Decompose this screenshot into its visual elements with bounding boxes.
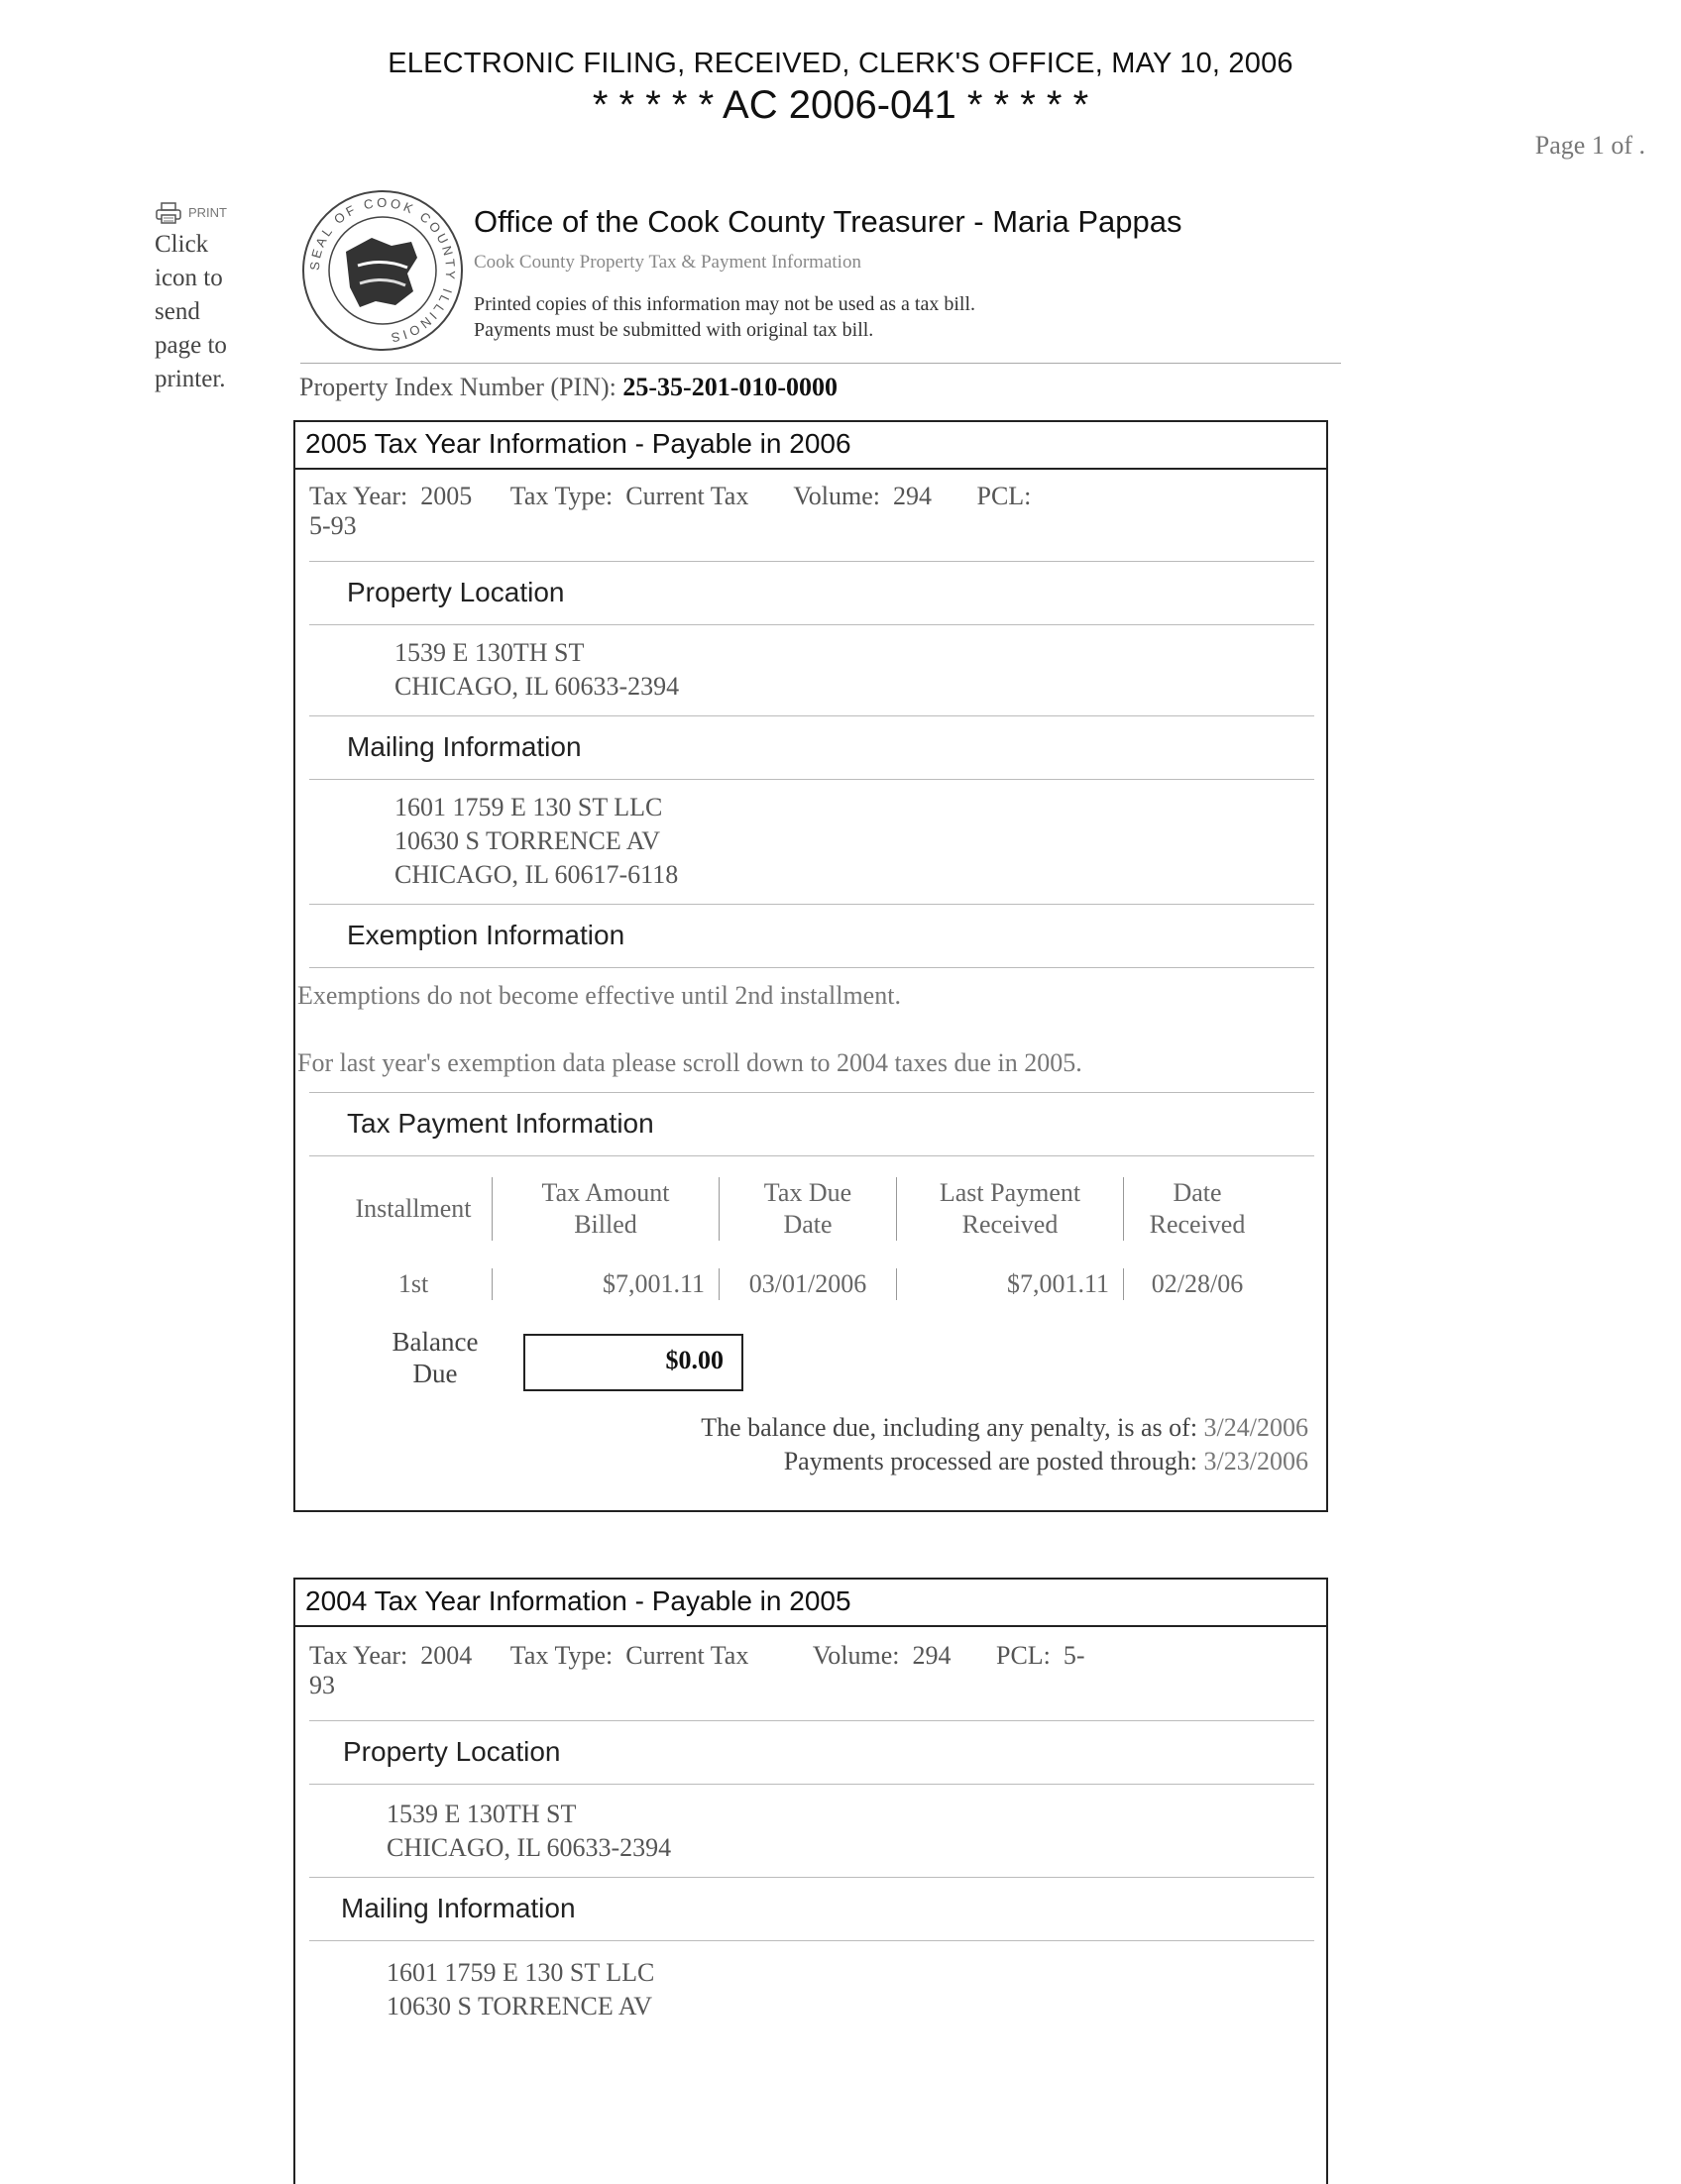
tax-year-2005-panel bbox=[293, 420, 1328, 1512]
section-divider bbox=[309, 715, 1314, 716]
address-line: 1601 1759 E 130 ST LLC bbox=[394, 793, 663, 821]
column-header-last-payment-received: Last Payment Received bbox=[897, 1177, 1124, 1241]
section-divider bbox=[309, 624, 1314, 625]
posted-label: Payments processed are posted through: bbox=[783, 1447, 1198, 1475]
section-divider bbox=[309, 1877, 1314, 1878]
tax-year-2004-panel bbox=[293, 1578, 1328, 2184]
last-payment-cell: $7,001.11 bbox=[897, 1268, 1124, 1300]
address-line: 1601 1759 E 130 ST LLC bbox=[387, 1958, 655, 1987]
page-subtitle: Cook County Property Tax & Payment Information bbox=[474, 252, 861, 273]
tax-payment-table bbox=[335, 1177, 1271, 1300]
property-location-address bbox=[394, 636, 1328, 704]
balance-due-label: Balance Due bbox=[392, 1327, 479, 1388]
print-hint bbox=[155, 198, 264, 396]
balance-due-value: $0.00 bbox=[523, 1334, 743, 1391]
address-line: 1539 E 130TH ST bbox=[387, 1800, 577, 1828]
print-hint-line: icon to bbox=[155, 265, 223, 291]
property-location-address bbox=[387, 1798, 1328, 1865]
tax-year-info bbox=[309, 1641, 1300, 1700]
balance-as-of bbox=[701, 1411, 1308, 1478]
billed-cell: $7,001.11 bbox=[493, 1268, 720, 1300]
section-divider bbox=[309, 1784, 1314, 1785]
print-button[interactable] bbox=[155, 198, 264, 228]
payment-notice: Payments must be submitted with original tax bill. bbox=[474, 319, 874, 341]
section-divider bbox=[309, 1155, 1314, 1156]
posted-date: 3/23/2006 bbox=[1203, 1447, 1308, 1475]
mailing-information-heading: Mailing Information bbox=[341, 1893, 576, 1923]
header-divider bbox=[300, 363, 1341, 364]
pin-line bbox=[299, 373, 838, 402]
print-hint-line: page to bbox=[155, 332, 227, 359]
page-number: Page 1 of . bbox=[1534, 131, 1645, 160]
print-icon-label: PRINT bbox=[188, 205, 227, 220]
tax-year-info-line: 93 bbox=[309, 1671, 335, 1699]
column-header-tax-amount-billed: Tax Amount Billed bbox=[493, 1177, 720, 1241]
print-hint-line: Click bbox=[155, 231, 209, 258]
date-received-cell: 02/28/06 bbox=[1124, 1268, 1272, 1300]
exemption-information-heading: Exemption Information bbox=[347, 920, 625, 950]
tax-payment-information-heading: Tax Payment Information bbox=[347, 1108, 654, 1139]
pin-label: Property Index Number (PIN): bbox=[299, 373, 616, 401]
tax-bill-notice: Printed copies of this information may not be used as a tax bill. bbox=[474, 293, 976, 315]
section-divider bbox=[309, 779, 1314, 780]
due-date-cell: 03/01/2006 bbox=[720, 1268, 897, 1300]
table-row bbox=[335, 1268, 1271, 1300]
address-line: 10630 S TORRENCE AV bbox=[387, 1992, 653, 2020]
exemption-scroll-note: For last year's exemption data please scroll down to 2004 taxes due in 2005. bbox=[297, 1048, 1082, 1077]
mailing-information-heading: Mailing Information bbox=[347, 731, 582, 762]
tax-year-info-line: 5-93 bbox=[309, 511, 357, 540]
asof-label: The balance due, including any penalty, is as of: bbox=[701, 1413, 1198, 1442]
address-line: 1539 E 130TH ST bbox=[394, 638, 585, 667]
section-divider bbox=[309, 1720, 1314, 1721]
address-line: CHICAGO, IL 60617-6118 bbox=[394, 860, 679, 889]
filing-stamp-line: ELECTRONIC FILING, RECEIVED, CLERK'S OFFICE, MAY 10, 2006 bbox=[388, 48, 1293, 79]
section-divider bbox=[309, 967, 1314, 968]
tax-year-info-line: Tax Year: 2005 Tax Type: Current Tax Volume: 294 PCL: bbox=[309, 482, 1032, 510]
section-divider bbox=[309, 904, 1314, 905]
section-divider bbox=[309, 1092, 1314, 1093]
filing-case-number: * * * * * AC 2006-041 * * * * * bbox=[592, 83, 1089, 127]
mailing-address bbox=[387, 1956, 1328, 2023]
page-title: Office of the Cook County Treasurer - Maria Pappas bbox=[474, 204, 1182, 239]
table-header-row bbox=[335, 1177, 1271, 1241]
section-divider bbox=[309, 561, 1314, 562]
column-header-installment: Installment bbox=[355, 1194, 472, 1223]
installment-cell: 1st bbox=[397, 1269, 429, 1298]
column-header-date-received: Date Received bbox=[1124, 1177, 1272, 1241]
section-divider bbox=[309, 1940, 1314, 1941]
address-line: 10630 S TORRENCE AV bbox=[394, 826, 661, 855]
seal-text: SEAL OF COOK COUNTY ILLINOIS bbox=[306, 194, 459, 346]
asof-date: 3/24/2006 bbox=[1203, 1413, 1308, 1442]
tax-year-info-line: Tax Year: 2004 Tax Type: Current Tax Volume: 294 PCL: 5- bbox=[309, 1641, 1085, 1670]
tax-year-info bbox=[309, 482, 1300, 541]
tax-year-2004-heading: 2004 Tax Year Information - Payable in 2005 bbox=[295, 1580, 1326, 1627]
exemption-note: Exemptions do not become effective until 2nd installment. bbox=[297, 981, 901, 1010]
printer-icon[interactable] bbox=[155, 201, 182, 225]
property-location-heading: Property Location bbox=[347, 577, 565, 607]
print-hint-line: send bbox=[155, 298, 200, 325]
column-header-tax-due-date: Tax Due Date bbox=[720, 1177, 897, 1241]
cook-county-seal-icon bbox=[300, 188, 465, 353]
print-hint-line: printer. bbox=[155, 366, 226, 392]
pin-value: 25-35-201-010-0000 bbox=[622, 373, 839, 401]
address-line: CHICAGO, IL 60633-2394 bbox=[394, 672, 680, 701]
mailing-address bbox=[394, 791, 1328, 892]
address-line: CHICAGO, IL 60633-2394 bbox=[387, 1833, 672, 1862]
tax-year-2005-heading: 2005 Tax Year Information - Payable in 2006 bbox=[295, 422, 1326, 470]
property-location-heading: Property Location bbox=[343, 1736, 561, 1767]
